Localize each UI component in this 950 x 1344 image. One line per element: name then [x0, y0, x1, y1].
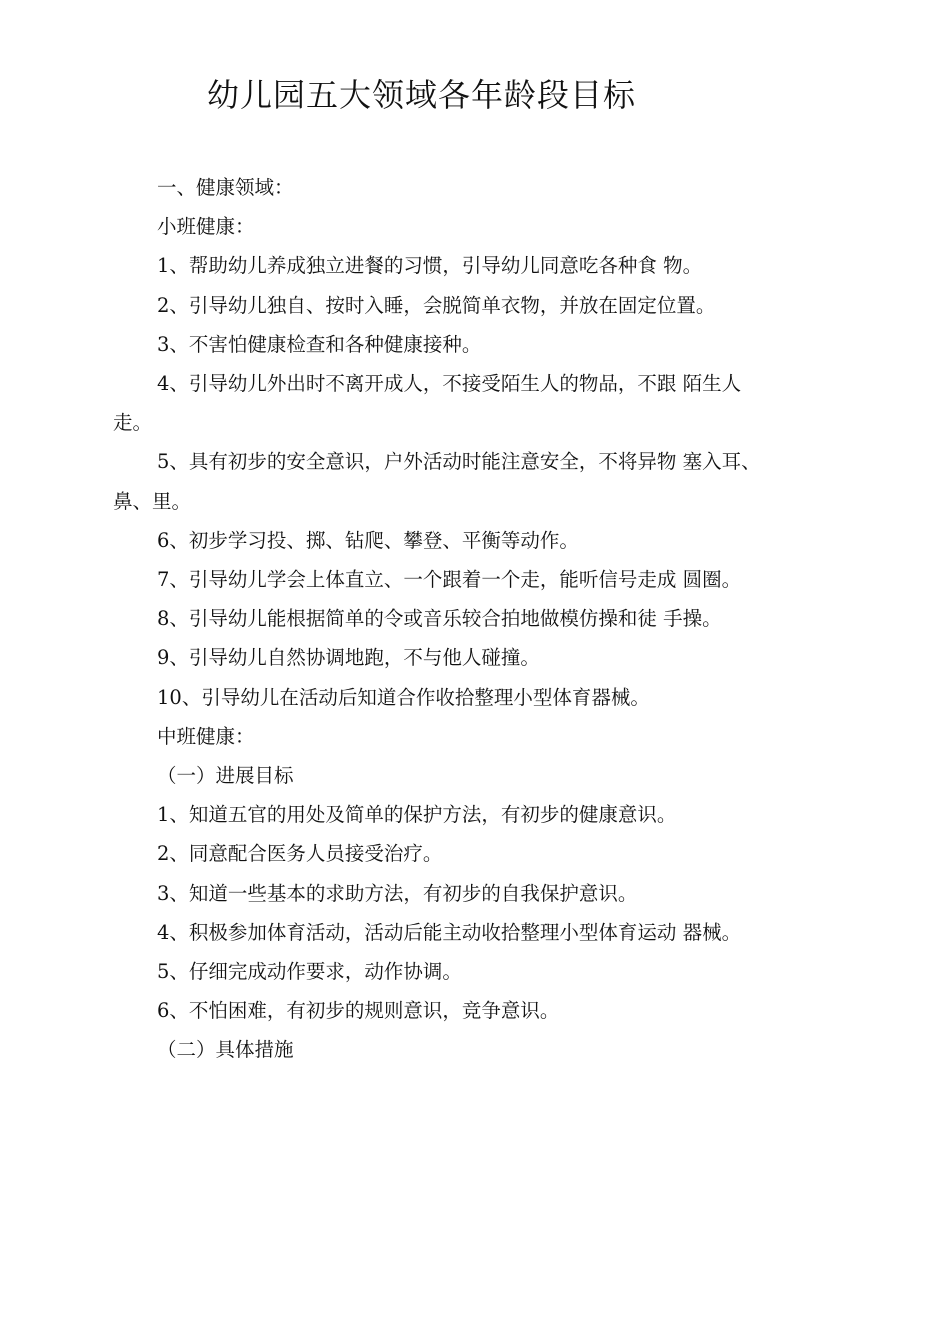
document-title: 幼儿园五大领域各年龄段目标	[207, 76, 637, 114]
list-item: 2、引导幼儿独自、按时入睡，会脱简单衣物，并放在固定位置。	[157, 293, 716, 317]
list-item: 10、引导幼儿在活动后知道合作收拾整理小型体育器械。	[157, 685, 650, 709]
list-item: 9、引导幼儿自然协调地跑，不与他人碰撞。	[157, 646, 540, 670]
list-item: 7、引导幼儿学会上体直立、一个跟着一个走，能听信号走成 圆圈。	[157, 568, 742, 592]
subheading-small-class-health: 小班健康：	[157, 215, 255, 239]
subheading-development-goals: （一）进展目标	[157, 764, 294, 788]
list-item: 3、不害怕健康检查和各种健康接种。	[157, 332, 482, 356]
list-item: 3、知道一些基本的求助方法，有初步的自我保护意识。	[157, 881, 638, 905]
list-item: 6、不怕困难，有初步的规则意识，竞争意识。	[157, 999, 560, 1023]
list-item: 2、同意配合医务人员接受治疗。	[157, 842, 443, 866]
list-item: 1、知道五官的用处及简单的保护方法，有初步的健康意识。	[157, 803, 677, 827]
subheading-specific-measures: （二）具体措施	[157, 1038, 294, 1062]
list-item: 5、仔细完成动作要求，动作协调。	[157, 960, 462, 984]
section-heading-health: 一、健康领域：	[157, 176, 294, 199]
list-item: 4、引导幼儿外出时不离开成人，不接受陌生人的物品，不跟 陌生人走。	[113, 372, 742, 435]
subheading-middle-class-health: 中班健康：	[157, 724, 255, 748]
list-item: 6、初步学习投、掷、钻爬、攀登、平衡等动作。	[157, 528, 579, 552]
list-item: 5、具有初步的安全意识，户外活动时能注意安全，不将异物 塞入耳、鼻、里。	[113, 450, 761, 513]
list-item: 8、引导幼儿能根据简单的令或音乐较合拍地做模仿操和徒 手操。	[157, 607, 722, 631]
document-body	[113, 168, 763, 1070]
list-item: 1、帮助幼儿养成独立进餐的习惯，引导幼儿同意吃各种食 物。	[157, 254, 703, 278]
list-item: 4、积极参加体育活动，活动后能主动收拾整理小型体育运动 器械。	[157, 920, 742, 944]
